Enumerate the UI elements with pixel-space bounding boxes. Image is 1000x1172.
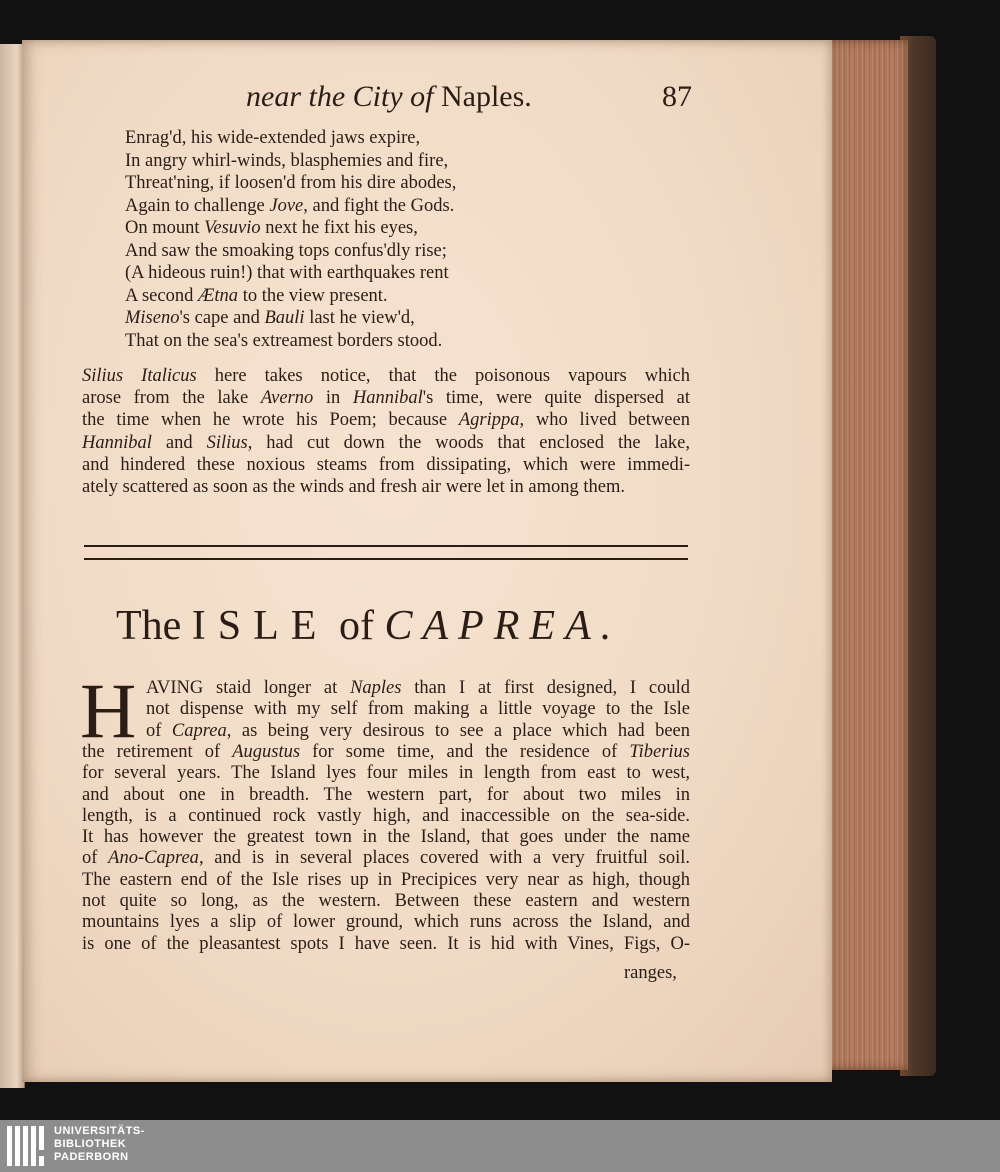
verse-text: last he view'd,	[304, 308, 415, 328]
prose-line	[82, 388, 690, 409]
section-text: , as being very desirous to see a place which had been	[226, 720, 690, 741]
section-line	[82, 763, 690, 784]
section-line	[82, 806, 690, 827]
heading-caprea: CAPREA.	[384, 603, 622, 649]
section-line	[82, 870, 690, 891]
prose-italic-text: Silius	[206, 432, 248, 453]
section-line	[82, 827, 690, 848]
library-name-line-1: UNIVERSITÄTS-	[54, 1125, 145, 1137]
running-head-italic: near the City of	[246, 80, 434, 113]
verse-line	[125, 263, 449, 284]
prose-line	[82, 366, 690, 387]
page-block-edge	[826, 40, 908, 1070]
section-rule-top	[84, 545, 688, 547]
prose-italic-text: Hannibal	[82, 432, 152, 453]
library-logo-icon	[6, 1124, 48, 1168]
verse-text: That on the sea's extreamest borders stood.	[125, 330, 443, 351]
verse-line	[125, 128, 420, 149]
section-text: and about one in breadth. The western part, for about two miles in	[82, 784, 690, 805]
section-italic-text: Tiberius	[629, 741, 690, 762]
section-text: , and is in several places covered with a very fruitful soil.	[198, 848, 690, 869]
prose-italic-text: Hannibal	[352, 388, 423, 409]
verse-line	[125, 218, 418, 239]
verse-text: (A hideous ruin!) that with earthquakes rent	[125, 263, 449, 283]
verse-line	[125, 151, 448, 172]
verse-text: next he fixt his eyes,	[260, 218, 418, 238]
section-line	[146, 699, 690, 720]
section-italic-text: Augustus	[232, 741, 301, 762]
section-text: of	[82, 848, 109, 869]
section-text: The eastern end of the Isle rises up in Precipices very near as high, though	[82, 869, 690, 890]
verse-text: to the view present.	[238, 285, 388, 306]
prose-text: in	[313, 388, 353, 409]
library-name-line-2: BIBLIOTHEK	[54, 1138, 127, 1150]
prose-text: ately scattered as soon as the winds and fresh air were let in among them.	[82, 477, 626, 497]
section-heading	[116, 602, 621, 650]
prose-italic-text: Agrippa	[458, 410, 520, 431]
prose-text: , had cut down the woods that enclosed the lake,	[247, 432, 690, 453]
verse-italic-text: Jove	[269, 195, 304, 216]
running-head	[246, 80, 532, 114]
library-name-line-3: PADERBORN	[54, 1151, 129, 1163]
verse-italic-text: Vesuvio	[204, 218, 261, 238]
prose-text: and hindered these noxious steams from dissipating, which were immedi-	[82, 454, 690, 475]
verse-line	[125, 286, 388, 307]
section-italic-text: Ano-Caprea	[108, 848, 199, 869]
section-text: not quite so long, as the western. Between these eastern and western	[82, 891, 690, 911]
heading-the: The	[116, 603, 182, 649]
prose-text: arose from the lake	[82, 388, 261, 409]
section-text: is one of the pleasantest spots I have seen. It is hid with Vines, Figs, O-	[82, 933, 690, 954]
verse-text: A second	[125, 285, 198, 306]
section-italic-text: Caprea	[171, 720, 227, 741]
prose-line	[82, 477, 690, 498]
prose-text: here takes notice, that the poisonous vapours which	[196, 366, 690, 386]
section-line	[82, 848, 690, 869]
prose-italic-text: Silius Italicus	[82, 366, 197, 386]
verse-text: Again to challenge	[125, 195, 270, 216]
section-italic-text: Naples	[350, 678, 402, 698]
catchword: ranges,	[624, 963, 677, 983]
section-text: than I at first designed, I could	[401, 678, 691, 698]
heading-isle: ISLE	[191, 603, 329, 649]
section-text: mountains lyes a slip of lower ground, which runs across the Island, and	[82, 912, 690, 933]
section-line	[82, 912, 690, 933]
section-text: of	[146, 720, 172, 741]
section-line	[82, 785, 690, 806]
page-number: 87	[662, 80, 692, 113]
verse-text: , and fight the Gods.	[303, 195, 455, 216]
section-rule-bottom	[84, 558, 688, 560]
library-name	[54, 1125, 145, 1164]
section-line	[82, 891, 690, 912]
verse-line	[125, 308, 415, 329]
section-text: length, is a continued rock vastly high, and inaccessible on the sea-side.	[82, 805, 690, 826]
verse-text: Threat'ning, if loosen'd from his dire abodes,	[125, 173, 457, 193]
verse-italic-text: Bauli	[264, 308, 305, 328]
prose-line	[82, 433, 690, 454]
prose-line	[82, 410, 690, 431]
section-text: not dispense with my self from making a little voyage to the Isle	[146, 699, 690, 720]
section-line	[146, 721, 690, 742]
heading-of: of	[338, 603, 374, 649]
running-head-roman: Naples.	[440, 80, 532, 113]
verse-text: Enrag'd, his wide-extended jaws expire,	[125, 128, 421, 148]
section-text: It has however the greatest town in the Island, that goes under the name	[82, 827, 690, 848]
verse-line	[125, 173, 456, 194]
section-text: for some time, and the residence of	[300, 741, 630, 762]
prose-text: 's time, were quite dispersed at	[422, 388, 690, 409]
prose-text: the time when he wrote his Poem; because	[82, 410, 459, 431]
verse-line	[125, 331, 442, 352]
prose-line	[82, 455, 690, 476]
prose-text: , who lived between	[519, 410, 690, 431]
verse-text: On mount	[125, 218, 205, 238]
verse-italic-text: Ætna	[197, 285, 239, 306]
section-line	[82, 934, 690, 955]
verse-line	[125, 196, 454, 217]
section-text: for several years. The Island lyes four miles in length from east to west,	[82, 763, 690, 784]
section-line	[146, 678, 690, 699]
prose-italic-text: Averno	[260, 388, 314, 409]
verse-italic-text: Miseno	[125, 308, 180, 328]
verse-text: In angry whirl-winds, blasphemies and fire,	[125, 150, 449, 171]
section-text: the retirement of	[82, 741, 233, 762]
verse-text: And saw the smoaking tops confus'dly rise;	[125, 240, 447, 261]
section-text: AVING staid longer at	[146, 678, 351, 698]
verse-line	[125, 241, 447, 262]
drop-cap: H	[80, 667, 137, 754]
section-line	[82, 742, 690, 763]
library-footer-bar	[0, 1120, 1000, 1172]
prose-text: and	[151, 432, 207, 453]
verse-text: 's cape and	[179, 308, 265, 328]
